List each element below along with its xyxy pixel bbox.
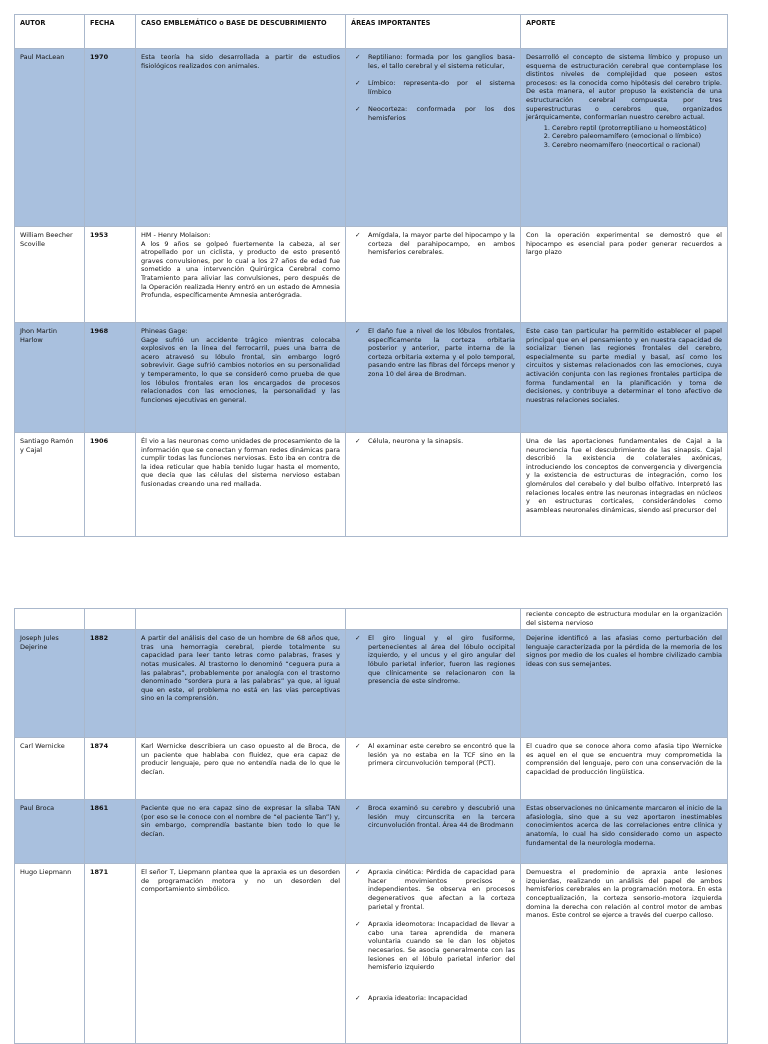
list-item: ✓ Célula, neurona y la sinapsis. <box>355 437 464 445</box>
list-item: ✓ El daño fue a nivel de los lóbulos frontales, específicamente la corteza orbitaria posterior y anterior, parte interna de la corteza orbitaria externa y el polo temporal, pasando entre las fibras del fórceps menor y zona 10 del área de Brodman. <box>355 327 515 378</box>
autor-cell: Hugo Liepmann <box>15 864 85 1044</box>
areas-cell <box>346 49 521 227</box>
fecha-cell: 1906 <box>85 433 136 537</box>
aporte-cell: Este caso tan particular ha permitido establecer el papel principal que en el pensamiento y en nuestra capacidad de socializar tienen las regiones frontales del cerebro, especialmente su parte medial y basal, así como los circuitos y sistemas relacionados con las emociones, cuya activación conjunta con las regiones frontales participa de forma fundamental en la planificación y toma de decisiones, y contribuye a determinar el tono afectivo de nuestras relaciones sociales. <box>521 323 728 433</box>
autor-cell: Jhon Martin Harlow <box>15 323 85 433</box>
caso-cell: HM - Henry Molaison: A los 9 años se golpeó fuertemente la cabeza, al ser atropellado por un ciclista, y producto de esto presentó graves convulsiones, por lo cual a los 27 años de edad fue sometido a una intervención Quirúrgica Cerebral como Tratamiento para aliviar las convulsiones, pero después de la Operación realizada Henry entró en un estado de Amnesia Profunda, específicamente Amnesia anterógrada. <box>136 227 346 323</box>
caso-cell: El señor T, Liepmann plantea que la apraxia es un desorden de programación motora y no un desorden del comportamiento simbólico. <box>136 864 346 1044</box>
aporte-continuation: reciente concepto de estructura modular en la organización del sistema nervioso <box>521 609 728 630</box>
header-areas: ÁREAS IMPORTANTES <box>346 15 521 49</box>
areas-cell <box>346 630 521 738</box>
table-row <box>15 630 728 738</box>
aporte-cell: Una de las aportaciones fundamentales de Cajal a la neurociencia fue el descubrimiento de las sinapsis. Cajal describió la existencia de colaterales axónicas, introduciendo los conceptos de convergencia y divergencia y la existencia de estructuras de integración, como los glomérulos del cerebelo y del bulbo olfativo. Interpretó las relaciones locales entre las neuronas integradas en núcleos y en estructuras corticales, considerándoles como asambleas neuronales dinámicas, siendo así precursor del <box>521 433 728 537</box>
table-row <box>15 227 728 323</box>
areas-list <box>351 327 515 379</box>
check-icon: ✓ <box>355 868 361 877</box>
autor-cell: Santiago Ramón y Cajal <box>15 433 85 537</box>
table-row <box>15 433 728 537</box>
header-row <box>15 15 728 49</box>
areas-cell <box>346 738 521 800</box>
check-icon: ✓ <box>355 53 361 61</box>
aporte-cell: Estas observaciones no únicamente marcaron el inicio de la afasiología, sino que a su vez aportaron inestimables conocimientos acerca de las correlaciones entre clínica y anatomía, lo cual ha sido considerado como un aspecto fundamental de la neurología moderna. <box>521 800 728 864</box>
fecha-cell: 1871 <box>85 864 136 1044</box>
list-item: ✓ Apraxia cinética: Pérdida de capacidad para hacer movimientos precisos e independientes. Se observa en procesos degenerativos que afectan a la corteza parietal y frontal. <box>355 868 515 911</box>
fecha-cell: 1861 <box>85 800 136 864</box>
check-icon: ✓ <box>355 231 361 239</box>
list-item: ✓ Neocorteza: conformada por los dos hemisferios <box>355 105 515 122</box>
areas-cell <box>346 227 521 323</box>
areas-cell <box>346 800 521 864</box>
check-icon: ✓ <box>355 437 361 445</box>
check-icon: ✓ <box>355 79 361 88</box>
table-row <box>15 323 728 433</box>
areas-list <box>351 437 515 446</box>
list-item: ✓ Límbico: representa-do por el sistema límbico <box>355 79 515 96</box>
aporte-list <box>526 124 722 150</box>
caso-cell: A partir del análisis del caso de un hombre de 68 años que, tras una hemorragia cerebral, pierde totalmente su capacidad para leer tanto letras como palabras, frases y notas musicales. Al trastorno lo denominó “ceguera pura a las palabras”, probablemente por analogía con el trastorno denominado “sordera pura a las palabras” ya que, al igual que en este, el problema no está en las vías perceptivas sino en la comprensión. <box>136 630 346 738</box>
check-icon: ✓ <box>355 804 361 813</box>
list-item: ✓ Apraxia ideomotora: Incapacidad de llevar a cabo una tarea aprendida de manera voluntaria cuando se le dan los objetos necesarios. Se asocia generalmente con las lesiones en el lóbulo parietal inferior del hemisferio izquierdo <box>355 920 515 972</box>
authors-table-page-2 <box>14 608 728 1044</box>
areas-list <box>351 804 515 830</box>
autor-cell: Paul Broca <box>15 800 85 864</box>
table-row <box>15 738 728 800</box>
authors-table-page-1 <box>14 14 728 537</box>
caso-cell: Phineas Gage: Gage sufrió un accidente trágico mientras colocaba explosivos en la línea del ferrocarril, pues una barra de acero atravesó su lóbulo frontal, sin embargo logró sobrevivir. Gage sufrió cambios notorios en su personalidad y temperamento, lo que se consideró como prueba de que los lóbulos frontales eran los encargados de procesos relacionados con las emociones, la personalidad y las funciones ejecutivas en general. <box>136 323 346 433</box>
list-item: ✓ Reptiliano: formada por los ganglios basa-les, el tallo cerebral y el sistema reticular, <box>355 53 515 70</box>
areas-cell <box>346 433 521 537</box>
list-item: ✓ El giro lingual y el giro fusiforme, pertenecientes al área del lóbulo occipital izquierdo, y el uncus y el giro angular del lóbulo parietal inferior, fueron las regiones que clínicamente se relacionaron con la presencia de este síndrome. <box>355 634 515 686</box>
autor-cell: Paul MacLean <box>15 49 85 227</box>
header-fecha: FECHA <box>85 15 136 49</box>
autor-cell: William Beecher Scoville <box>15 227 85 323</box>
areas-list <box>351 868 515 1002</box>
autor-cell: Carl Wernicke <box>15 738 85 800</box>
check-icon: ✓ <box>355 327 361 335</box>
areas-cell <box>346 864 521 1044</box>
areas-list <box>351 634 515 686</box>
list-item: ✓ Broca examinó su cerebro y descubrió una lesión muy circunscrita en la tercera circunvolución frontal. Área 44 de Brodmann <box>355 804 515 830</box>
list-item: 2. Cerebro paleomamífero (emocional o límbico) <box>552 132 722 141</box>
header-aporte: APORTE <box>521 15 728 49</box>
table-row <box>15 864 728 1044</box>
caso-cell: Esta teoría ha sido desarrollada a partir de estudios fisiológicos realizados con animales. <box>136 49 346 227</box>
continuation-row <box>15 609 728 630</box>
fecha-cell: 1953 <box>85 227 136 323</box>
table-row <box>15 49 728 227</box>
fecha-cell: 1882 <box>85 630 136 738</box>
fecha-cell: 1970 <box>85 49 136 227</box>
check-icon: ✓ <box>355 634 361 643</box>
list-item: 1. Cerebro reptil (protorreptiliano u homeostático) <box>552 124 722 133</box>
aporte-cell: Dejerine identificó a las afasias como perturbación del lenguaje caracterizada por la pérdida de la memoria de los signos por medio de los cuales el hombre civilizado cambia ideas con sus semejantes. <box>521 630 728 738</box>
areas-cell <box>346 323 521 433</box>
areas-list <box>351 742 515 768</box>
list-item: ✓ Amígdala, la mayor parte del hipocampo y la corteza del parahipocampo, en ambos hemisferios cerebrales. <box>355 231 515 257</box>
caso-cell: Paciente que no era capaz sino de expresar la sílaba TAN (por eso se le conoce con el nombre de “el paciente Tan”) y, sin embargo, comprendía bastante bien todo lo que le decían. <box>136 800 346 864</box>
check-icon: ✓ <box>355 993 361 1002</box>
fecha-cell: 1968 <box>85 323 136 433</box>
check-icon: ✓ <box>355 105 361 114</box>
aporte-cell: El cuadro que se conoce ahora como afasia tipo Wernicke es aquel en el que se encuentra muy comprometida la comprensión del lenguaje, pero con una conservación de la capacidad de producción lingüística. <box>521 738 728 800</box>
list-item: ✓ Apraxia ideatoria: Incapacidad <box>355 993 468 1002</box>
aporte-cell: Demuestra el predominio de apraxia ante lesiones izquierdas, realizando un análisis del papel de ambos hemisferios cerebrales en la programación motora. En esta conceptualización, la corteza sensorio-motora izquierda domina la derecha con relación al control motor de ambas manos. Este control se ejerce a través del cuerpo calloso. <box>521 864 728 1044</box>
list-item: ✓ Al examinar este cerebro se encontró que la lesión ya no estaba en la TCF sino en la primera circunvolución temporal (PCT). <box>355 742 515 768</box>
aporte-text: Desarrolló el concepto de sistema límbico y propuso un esquema de estructuración cerebral que contemplase los distintos niveles de complejidad que poseen estos procesos: es la conocida como hipótesis del cerebro triple. De esta manera, el autor propuso la existencia de una estructuración cerebral compuesta por tres superestructuras o cerebros que, organizados jerárquicamente, conformarían nuestro cerebro actual. <box>526 53 722 122</box>
header-autor: AUTOR <box>15 15 85 49</box>
list-item: 3. Cerebro neomamífero (neocortical o racional) <box>552 141 722 150</box>
table-row <box>15 800 728 864</box>
caso-cell: Él vio a las neuronas como unidades de procesamiento de la información que se conectan y forman redes dinámicas para cumplir todas las funciones nerviosas. Esto iba en contra de la idea reticular que había tenido lugar hasta el momento, que decía que las células del sistema nervioso estaban fusionadas creando una red mallada. <box>136 433 346 537</box>
header-caso: CASO EMBLEMÁTICO o BASE DE DESCUBRIMIENTO <box>136 15 346 49</box>
check-icon: ✓ <box>355 920 361 929</box>
caso-cell: Karl Wernicke describiera un caso opuesto al de Broca, de un paciente que hablaba con fluidez, que era capaz de producir lenguaje, pero que no entendía nada de lo que le decían. <box>136 738 346 800</box>
check-icon: ✓ <box>355 742 361 751</box>
autor-cell: Joseph Jules Dejerine <box>15 630 85 738</box>
aporte-cell <box>521 49 728 227</box>
areas-list <box>351 231 515 257</box>
fecha-cell: 1874 <box>85 738 136 800</box>
aporte-cell: Con la operación experimental se demostró que el hipocampo es esencial para poder generar recuerdos a largo plazo <box>521 227 728 323</box>
areas-list <box>351 53 515 123</box>
